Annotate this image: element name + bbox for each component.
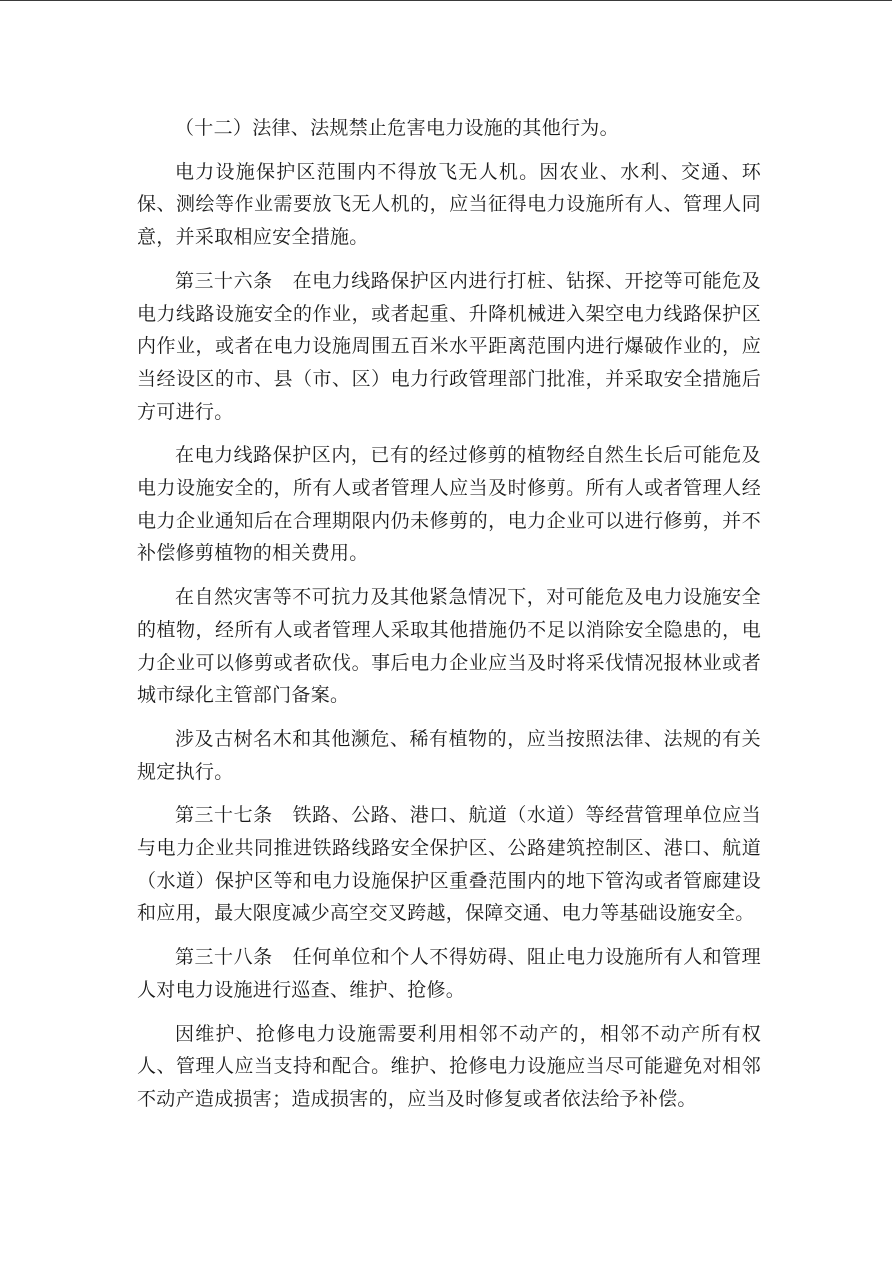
article-number: 第三十七条 <box>175 804 273 827</box>
article-number: 第三十八条 <box>175 946 273 969</box>
article-number: 第三十六条 <box>175 269 273 292</box>
article-38 <box>137 941 761 1006</box>
paragraph-drone-ban <box>137 156 761 254</box>
paragraph-text: 在自然灾害等不可抗力及其他紧急情况下，对可能危及电力设施安全的植物，经所有人或者管理人采取其他措施仍不足以消除安全隐患的，电力企业可以修剪或者砍伐。事后电力企业应当及时将采伐情况报林业或者城市绿化主管部门备案。 <box>137 586 761 707</box>
article-37 <box>137 799 761 930</box>
paragraph-ancient-trees <box>137 723 761 788</box>
article-36 <box>137 265 761 429</box>
paragraph-adjacent-property <box>137 1018 761 1116</box>
paragraph-text: 任何单位和个人不得妨碍、阻止电力设施所有人和管理人对电力设施进行巡查、维护、抢修。 <box>137 946 761 1001</box>
page-top-border <box>0 0 892 1</box>
paragraph-text: 因维护、抢修电力设施需要利用相邻不动产的，相邻不动产所有权人、管理人应当支持和配合。维护、抢修电力设施应当尽可能避免对相邻不动产造成损害；造成损害的，应当及时修复或者依法给予补偿。 <box>137 1022 761 1110</box>
paragraph-text: 涉及古树名木和其他濒危、稀有植物的，应当按照法律、法规的有关规定执行。 <box>137 727 761 783</box>
document-page <box>137 112 761 1127</box>
paragraph-text: （十二）法律、法规禁止危害电力设施的其他行为。 <box>175 117 619 139</box>
paragraph-text: 在电力线路保护区内，已有的经过修剪的植物经自然生长后可能危及电力设施安全的，所有人或者管理人应当及时修剪。所有人或者管理人经电力企业通知后在合理期限内仍未修剪的，电力企业可以进行修剪，并不补偿修剪植物的相关费用。 <box>137 444 761 565</box>
paragraph-item-12 <box>137 112 761 145</box>
paragraph-text: 在电力线路保护区内进行打桩、钻探、开挖等可能危及电力线路设施安全的作业，或者起重、升降机械进入架空电力线路保护区内作业，或者在电力设施周围五百米水平距离范围内进行爆破作业的，应当经设区的市、县（市、区）电力行政管理部门批准，并采取安全措施后方可进行。 <box>137 269 761 423</box>
paragraph-text: 电力设施保护区范围内不得放飞无人机。因农业、水利、交通、环保、测绘等作业需要放飞无人机的，应当征得电力设施所有人、管理人同意，并采取相应安全措施。 <box>137 160 761 249</box>
paragraph-text: 铁路、公路、港口、航道（水道）等经营管理单位应当与电力企业共同推进铁路线路安全保护区、公路建筑控制区、港口、航道（水道）保护区等和电力设施保护区重叠范围内的地下管沟或者管廊建设和应用，最大限度减少高空交叉跨越，保障交通、电力等基础设施安全。 <box>137 804 761 925</box>
paragraph-emergency <box>137 581 761 712</box>
paragraph-pruning <box>137 439 761 570</box>
